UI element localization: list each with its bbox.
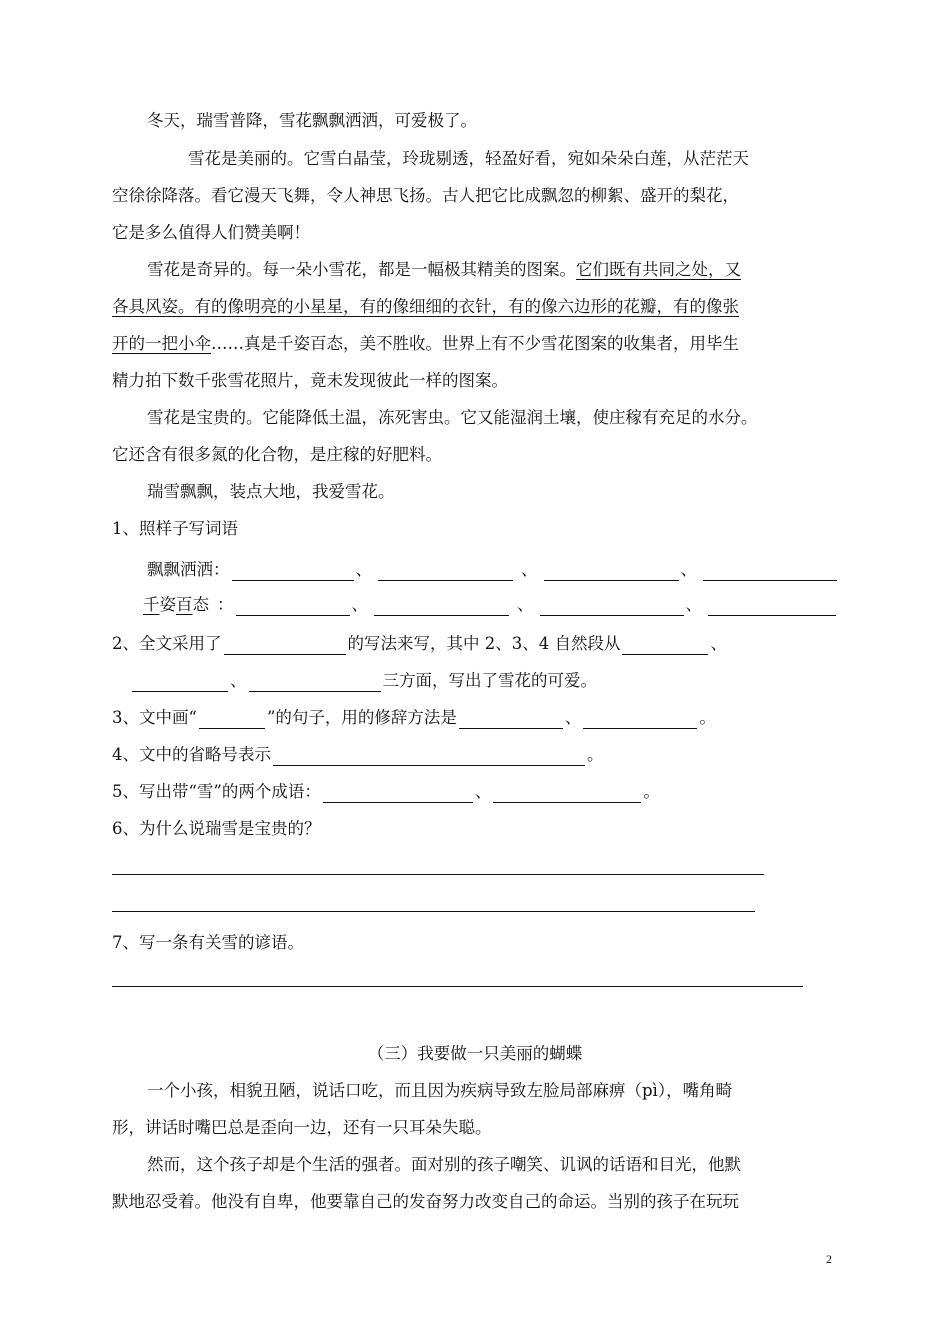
section-3-paragraph-2-line1: 然而，这个孩子却是个生活的强者。面对别的孩子嘲笑、讥讽的话语和目光，他默 bbox=[147, 1155, 741, 1174]
paragraph-closing: 瑞雪飘飘，装点大地，我爱雪花。 bbox=[147, 482, 395, 501]
question-3: 3、文中画“ ”的句子，用的修辞方法是 、 。 bbox=[112, 708, 716, 727]
answer-blank[interactable] bbox=[459, 710, 563, 729]
answer-line[interactable] bbox=[112, 986, 803, 987]
answer-blank[interactable] bbox=[249, 673, 381, 692]
answer-blank[interactable] bbox=[703, 562, 837, 581]
answer-blank[interactable] bbox=[236, 597, 350, 616]
answer-blank[interactable] bbox=[540, 597, 684, 616]
paragraph-strange-line1: 雪花是奇异的。每一朵小雪花，都是一幅极其精美的图案。它们既有共同之处，又 bbox=[147, 260, 741, 279]
answer-line[interactable] bbox=[112, 874, 764, 875]
question-1-row-1: 飘飘洒洒： 、 、 、 bbox=[147, 559, 839, 581]
answer-blank[interactable] bbox=[544, 562, 679, 581]
answer-blank[interactable] bbox=[378, 562, 513, 581]
answer-blank[interactable] bbox=[132, 673, 228, 692]
section-3-paragraph-1-line2: 形，讲话时嘴巴总是歪向一边，还有一只耳朵失聪。 bbox=[112, 1118, 492, 1137]
question-5: 5、写出带“雪”的两个成语： 、 。 bbox=[112, 782, 660, 801]
paragraph-strange-line4: 精力拍下数千张雪花照片，竟未发现彼此一样的图案。 bbox=[112, 371, 508, 390]
paragraph-beautiful-line1: 雪花是美丽的。它雪白晶莹，玲珑剔透，轻盈好看，宛如朵朵白莲，从茫茫天 bbox=[188, 149, 749, 168]
answer-blank[interactable] bbox=[323, 784, 473, 803]
answer-blank[interactable] bbox=[374, 597, 509, 616]
question-7: 7、写一条有关雪的谚语。 bbox=[112, 933, 304, 952]
answer-blank[interactable] bbox=[232, 562, 354, 581]
underlined-sentence: 它们既有共同之处，又 bbox=[576, 260, 741, 279]
paragraph-strange-line3: 开的一把小伞……真是千姿百态，美不胜收。世界上有不少雪花图案的收集者，用毕生 bbox=[112, 334, 739, 353]
question-4: 4、文中的省略号表示 。 bbox=[112, 745, 604, 764]
answer-line[interactable] bbox=[112, 911, 755, 912]
answer-blank[interactable] bbox=[224, 636, 346, 655]
answer-blank[interactable] bbox=[199, 710, 265, 729]
answer-blank[interactable] bbox=[708, 597, 836, 616]
paragraph-intro: 冬天，瑞雪普降，雪花飘飘洒洒，可爱极了。 bbox=[147, 111, 477, 130]
question-2-line2: 、 三方面，写出了雪花的可爱。 bbox=[130, 670, 597, 692]
question-1-row-2: 千姿百态 ： 、 、 、 bbox=[143, 594, 838, 616]
paragraph-strange-line2 bbox=[112, 296, 739, 318]
paragraph-precious-line2: 它还含有很多氮的化合物，是庄稼的好肥料。 bbox=[112, 445, 442, 464]
page-number: 2 bbox=[826, 1252, 832, 1266]
question-6: 6、为什么说瑞雪是宝贵的？ bbox=[112, 819, 321, 838]
paragraph-precious-line1: 雪花是宝贵的。它能降低土温，冻死害虫。它又能湿润土壤，使庄稼有充足的水分。 bbox=[147, 408, 758, 427]
answer-blank[interactable] bbox=[273, 747, 585, 766]
section-3-paragraph-2-line2: 默地忍受着。他没有自卑，他要靠自己的发奋努力改变自己的命运。当别的孩子在玩玩 bbox=[112, 1192, 739, 1211]
section-title: （三）我要做一只美丽的蝴蝶 bbox=[367, 1044, 583, 1063]
section-3-paragraph-1-line1: 一个小孩，相貌丑陋，说话口吃，而且因为疾病导致左脸局部麻痹（pì），嘴角畸 bbox=[147, 1081, 733, 1100]
question-1: 1、照样子写词语 bbox=[112, 519, 238, 538]
answer-blank[interactable] bbox=[622, 636, 708, 655]
underlined-sentence: 开的一把小伞 bbox=[112, 334, 211, 353]
question-2-line1: 2、全文采用了 的写法来写，其中 2、3、4 自然段从 、 bbox=[112, 634, 727, 653]
answer-blank[interactable] bbox=[493, 784, 641, 803]
answer-blank[interactable] bbox=[583, 710, 697, 729]
paragraph-beautiful-line3: 它是多么值得人们赞美啊！ bbox=[112, 223, 310, 242]
paragraph-beautiful-line2: 空徐徐降落。看它漫天飞舞，令人神思飞扬。古人把它比成飘忽的柳絮、盛开的梨花， bbox=[112, 186, 739, 205]
underlined-sentence: 各具风姿。有的像明亮的小星星，有的像细细的衣针，有的像六边形的花瓣，有的像张 bbox=[112, 297, 739, 316]
